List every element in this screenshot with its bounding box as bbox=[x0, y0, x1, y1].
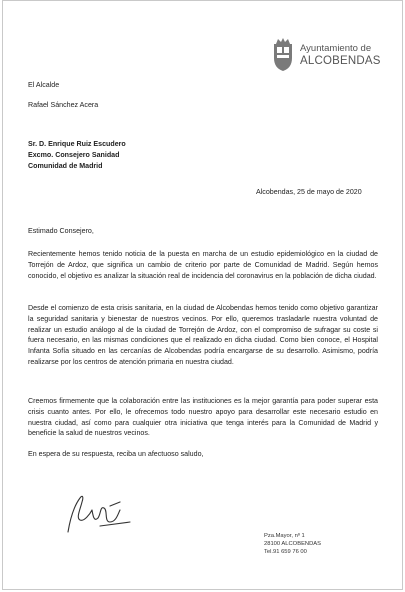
alcobendas-crest-icon bbox=[270, 38, 296, 72]
letterhead-logo bbox=[270, 36, 380, 76]
paragraph-3: Creemos firmemente que la colaboración entre las instituciones es la mejor garantía para poder superar esta crisis cuanto antes. Por ello, le ofrecemos todo nuestro apoyo para desarrollar este necesario estudio en nuestra ciudad, así como para cualquier otra iniciativa que tenga interés para la Comunidad de Madrid y beneficie la salud de nuestros vecinos. bbox=[28, 397, 378, 438]
sender-name: Rafael Sánchez Acera bbox=[28, 101, 99, 109]
letter-date: Alcobendas, 25 de mayo de 2020 bbox=[256, 188, 362, 196]
sender-title: El Alcalde bbox=[28, 81, 60, 89]
address-street: Pza.Mayor, nº 1 bbox=[264, 533, 305, 539]
recipient-org: Comunidad de Madrid bbox=[28, 162, 103, 170]
paragraph-1: Recientemente hemos tenido noticia de la puesta en marcha de un estudio epidemiológico en la ciudad de Torrejón de Ardoz, que significa un cambio de criterio por parte de Comunidad de Madrid. Según hemos conocido, el objetivo es analizar la situación real de incidencia del coronavirus en la población de dicha ciudad. bbox=[28, 250, 378, 280]
recipient-role: Excmo. Consejero Sanidad bbox=[28, 151, 120, 159]
recipient-name: Sr. D. Enrique Ruiz Escudero bbox=[28, 140, 126, 148]
address-postal: 28100 ALCOBENDAS bbox=[264, 541, 322, 547]
closing: En espera de su respuesta, reciba un afectuoso saludo, bbox=[28, 450, 204, 458]
paragraph-2: Desde el comienzo de esta crisis sanitaria, en la ciudad de Alcobendas hemos tenido como objetivo garantizar la seguridad sanitaria y bienestar de nuestros vecinos. Por ello, queremos trasladarle nuestra voluntad de realizar un estudio análogo al de la ciudad de Torrejón de Ardoz, con el compromiso de sufragar su coste si fuera necesario, en las mismas condiciones que el realizado en dicha ciudad. Como bien conoce, el Hospital Infanta Sofía situado en las cercanías de Alcobendas podría encargarse de su desarrollo. Asimismo, podría realizarse por los centros de atención primaria en nuestra ciudad. bbox=[28, 304, 378, 366]
handwritten-signature-icon bbox=[60, 492, 135, 536]
org-name-line2: ALCOBENDAS bbox=[300, 55, 381, 67]
greeting: Estimado Consejero, bbox=[28, 227, 94, 235]
org-name-line1: Ayuntamiento de bbox=[300, 43, 372, 54]
address-phone: Tel.91 659 76 00 bbox=[264, 549, 307, 555]
